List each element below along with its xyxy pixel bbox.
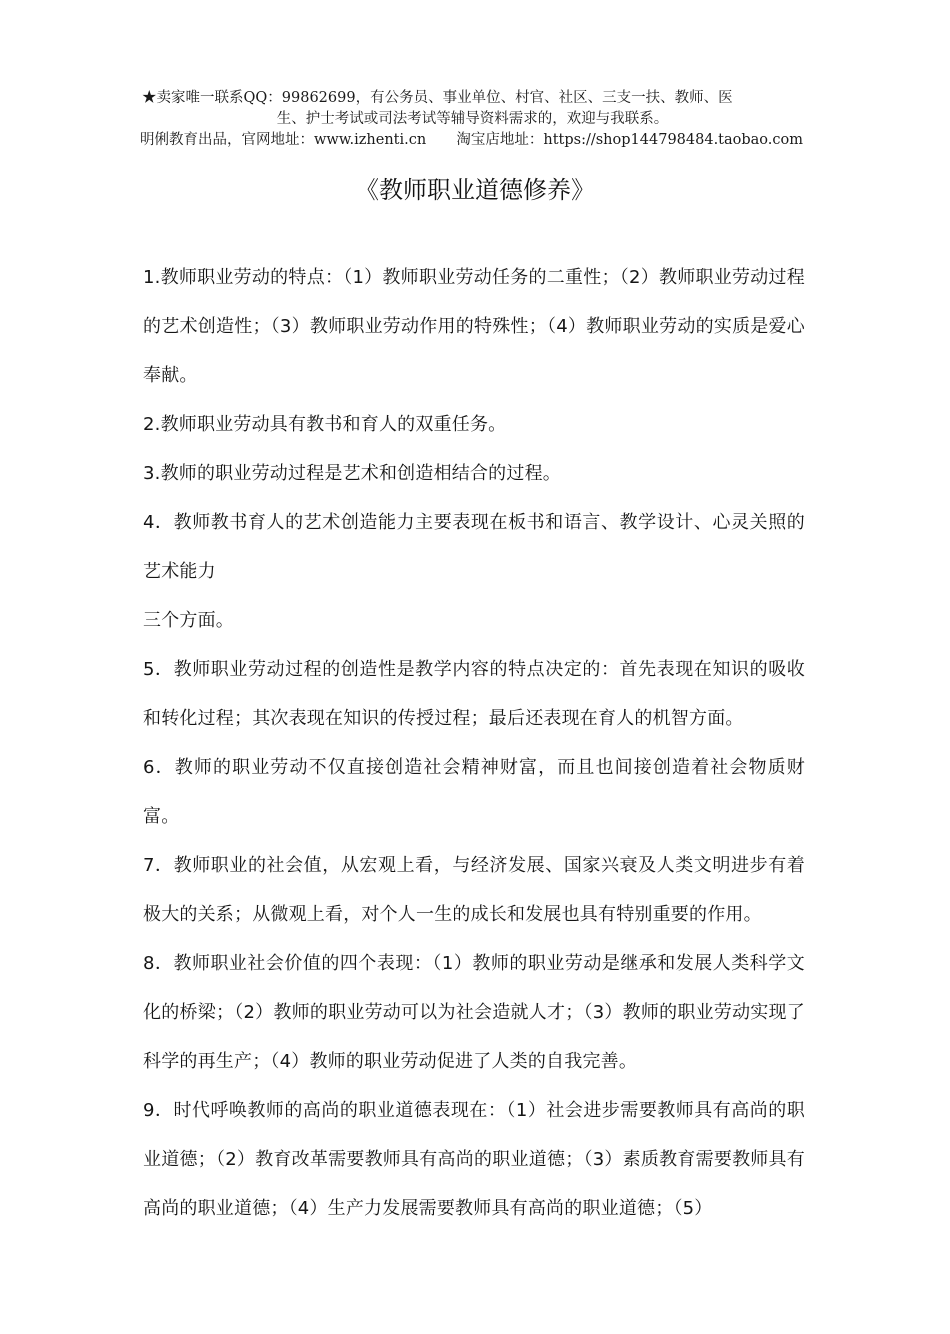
paragraph-3: 3.教师的职业劳动过程是艺术和创造相结合的过程。 — [143, 463, 561, 484]
header-line-1: ★卖家唯一联系QQ：99862699，有公务员、事业单位、村官、社区、三支一扶、教师、医 — [142, 90, 733, 106]
paragraph-4-continued: 三个方面。 — [143, 610, 234, 631]
paragraph-4: 4．教师教书育人的艺术创造能力主要表现在板书和语言、教学设计、心灵关照的艺术能力 — [143, 512, 805, 582]
website-address: 明俐教育出品，官网地址：www.izhenti.cn — [140, 132, 427, 148]
paragraph-5: 5．教师职业劳动过程的创造性是教学内容的特点决定的：首先表现在知识的吸收和转化过程；其次表现在知识的传授过程；最后还表现在育人的机智方面。 — [143, 659, 805, 729]
document-title: 《教师职业道德修养》 — [355, 176, 595, 204]
paragraph-2: 2.教师职业劳动具有教书和育人的双重任务。 — [143, 414, 507, 435]
document-body — [143, 253, 805, 1233]
header-line-2: 生、护士考试或司法考试等辅导资料需求的，欢迎与我联系。 — [276, 111, 669, 127]
seller-notice-header — [140, 88, 805, 151]
paragraph-9: 9．时代呼唤教师的高尚的职业道德表现在：（1）社会进步需要教师具有高尚的职业道德；（2）教育改革需要教师具有高尚的职业道德；（3）素质教育需要教师具有高尚的职业道德；（4）生产力发展需要教师具有高尚的职业道德；（5） — [143, 1100, 805, 1219]
paragraph-6: 6．教师的职业劳动不仅直接创造社会精神财富，而且也间接创造着社会物质财富。 — [143, 757, 805, 827]
paragraph-8: 8．教师职业社会价值的四个表现：（1）教师的职业劳动是继承和发展人类科学文化的桥梁；（2）教师的职业劳动可以为社会造就人才；（3）教师的职业劳动实现了科学的再生产；（4）教师的职业劳动促进了人类的自我完善。 — [143, 953, 805, 1072]
header-line-3 — [140, 130, 805, 151]
paragraph-7: 7．教师职业的社会值，从宏观上看，与经济发展、国家兴衰及人类文明进步有着极大的关系；从微观上看，对个人一生的成长和发展也具有特别重要的作用。 — [143, 855, 805, 925]
taobao-shop-address: 淘宝店地址：https://shop144798484.taobao.com — [456, 132, 803, 148]
paragraph-1: 1.教师职业劳动的特点：（1）教师职业劳动任务的二重性；（2）教师职业劳动过程的艺术创造性；（3）教师职业劳动作用的特殊性；（4）教师职业劳动的实质是爱心奉献。 — [143, 267, 805, 386]
